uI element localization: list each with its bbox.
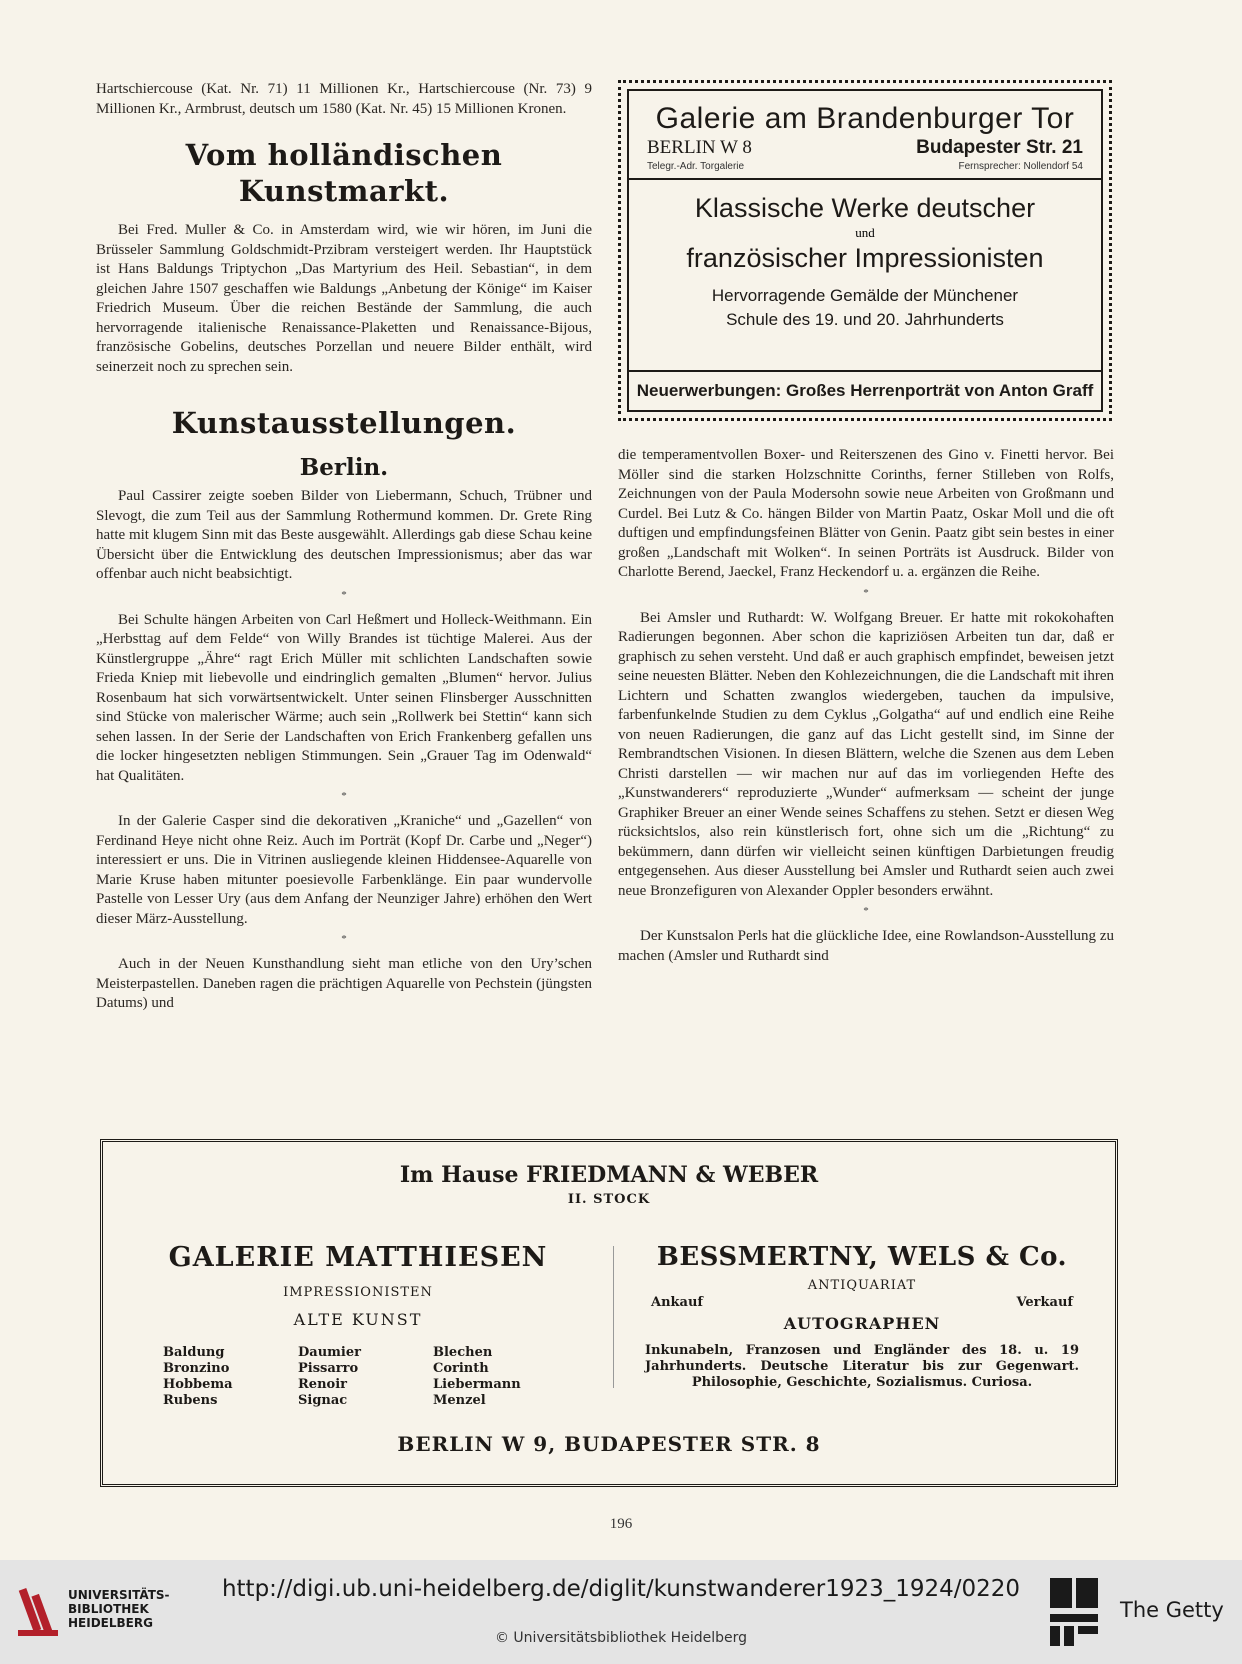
telegram-address: Telegr.-Adr. Torgalerie xyxy=(647,161,745,172)
ad-address: BERLIN W 9, BUDAPESTER STR. 8 xyxy=(397,1432,821,1456)
artist: Bronzino xyxy=(163,1361,230,1376)
paragraph: Paul Cassirer zeigte soeben Bilder von Liebermann, Schuch, Trübner und Slevogt, die zum Teil aus der Sammlung Rothermund kommen. Dr. Grete Ring hatte mit klugem Sinn mit das Beste ausgewählt. Allerdings gab diese Schau keine Übersicht über die Entwicklung des deutschen Impressionismus; aber das war offenbar auch nicht beabsichtigt. xyxy=(96,488,592,582)
paragraph: Der Kunstsalon Perls hat die glückliche Idee, eine Rowlandson-Ausstellung zu machen (Amsler und Ruthardt sind xyxy=(618,928,1114,964)
advertisement-galerie-brandenburger-tor xyxy=(618,80,1112,421)
phone: Fernsprecher: Nollendorf 54 xyxy=(958,161,1083,172)
separator-star: * xyxy=(863,905,869,917)
matthiesen-title: GALERIE MATTHIESEN xyxy=(168,1242,548,1273)
artist: Corinth xyxy=(433,1361,489,1376)
artist: Pissarro xyxy=(298,1361,359,1376)
library-line: HEIDELBERG xyxy=(68,1616,153,1630)
buy-sell-row xyxy=(637,1295,1087,1310)
left-column xyxy=(96,80,592,1014)
conjunction: und xyxy=(855,225,875,240)
ad-header: Im Hause FRIEDMANN & WEBER xyxy=(399,1162,819,1188)
artist: Daumier xyxy=(298,1345,361,1360)
getty-logo-icon xyxy=(1046,1574,1102,1650)
advertisement-friedmann-weber xyxy=(100,1139,1118,1487)
library-line: BIBLIOTHEK xyxy=(68,1602,149,1616)
page-number: 196 xyxy=(609,1516,633,1532)
paragraph: Bei Amsler und Ruthardt: W. Wolfgang Breuer. Er hatte mit rokokohaften Radierungen begonnen. Aber schon die kapriziösen Arbeiten tun dar, daß er graphisch zu sehen versteht. Und daß er auch graphisch empfindet, beweisen jetzt seine neuesten Blätter. Neben den Kohlezeichnungen, die die Landschaft mit ihren Lichtern und Schatten zwanglos wiedergeben, tauchen da impulsive, farbenfunkelnde Studien zu dem Cyklus „Golgatha“ auf und endlich eine Reihe von neuen Radierungen, die ganz auf das Licht gestellt sind, im Sinne der Rembrandtschen Visionen. In diesen Blättern, welche die Szenen aus dem Leben Christi darstellen — wir machen nur auf das im vorliegenden Hefte des „Kunstwanderers“ reproduzierte „Wunder“ aufmerksam — scheint der junge Graphiker Breuer an einer Wende seines Schaffens zu stehen. Setzt er diesen Weg rücksichtslos, also rein künstlerisch fort, ohne sich um die „Richtung“ zu bekümmern, dann dürfen wir vielleicht seinen künftigen Darbietungen freudig entgegensehen. Aus dieser Ausstellung bei Amsler und Ruthardt seien auch zwei neue Bronzefiguren von Alexander Oppler besonders erwähnt. xyxy=(618,609,1114,899)
subheading-berlin: Berlin. xyxy=(299,454,389,481)
ad-inner-frame xyxy=(627,89,1103,412)
right-column xyxy=(618,446,1114,966)
separator-star: * xyxy=(341,933,347,945)
contact-row xyxy=(629,159,1101,180)
subline-2: Schule des 19. und 20. Jahrhunderts xyxy=(726,310,1004,329)
artist: Rubens xyxy=(163,1393,218,1408)
library-line: UNIVERSITÄTS- xyxy=(68,1588,170,1602)
galerie-matthiesen-block xyxy=(133,1242,583,1409)
subline-1: Hervorragende Gemälde der Münchener xyxy=(711,286,1019,305)
antiquariat-description: Inkunabeln, Franzosen und Engländer des 18. u. 19 Jahrhunderts. Deutsche Literatur bis zur Gegenwart. Philosophie, Geschichte, Sozialismus. Curiosa. xyxy=(645,1343,1079,1390)
sell-label: Verkauf xyxy=(1016,1295,1073,1310)
gallery-name: Galerie am Brandenburger Tor xyxy=(655,102,1075,135)
paragraph: Hartschiercouse (Kat. Nr. 71) 11 Millionen Kr., Hartschiercouse (Nr. 73) 9 Millionen Kr., Armbrust, deutsch um 1580 (Kat. Nr. 45) 15 Millionen Kronen. xyxy=(96,81,592,117)
paragraph: In der Galerie Casper sind die dekorativen „Kraniche“ und „Gazellen“ von Ferdinand Heye nicht ohne Reiz. Auch im Porträt (Kopf Dr. Carbe und „Neger“) interessiert er uns. Die in Vitrinen ausliegende kleinen Hiddensee-Aquarelle von Marie Kruse haben mitunter poesievolle Farbenklänge. Ein paar wundervolle Pastelle von Lesser Ury (aus dem Anfang der Neunziger Jahre) erhöhen den Wert dieser März-Ausstellung. xyxy=(96,813,592,927)
section-heading-kunstmarkt: Vom holländischen Kunstmarkt. xyxy=(185,138,503,208)
source-url[interactable]: http://digi.ub.uni-heidelberg.de/diglit/kunstwanderer1923_1924/0220 xyxy=(221,1576,1021,1602)
artist: Menzel xyxy=(433,1393,486,1408)
address-row xyxy=(629,137,1101,159)
matthiesen-sub2: ALTE KUNST xyxy=(293,1310,423,1329)
artist: Signac xyxy=(298,1393,348,1408)
copyright: © Universitätsbibliothek Heidelberg xyxy=(494,1630,747,1646)
city: BERLIN W 8 xyxy=(647,137,752,158)
bessmertny-wels-block xyxy=(637,1242,1087,1391)
artist-list xyxy=(133,1345,583,1409)
paragraph: Bei Fred. Muller & Co. in Amsterdam wird, wie wir hören, im Juni die Brüsseler Sammlung Goldschmidt-Przibram versteigert werden. Ihr Hauptstück ist Hans Baldungs Triptychon „Das Martyrium des Heil. Sebastian“, in dem gleichen Jahre 1507 geschaffen wie Baldungs „Anbetung der Könige“ im Kaiser Friedrich Museum. Über die reichen Bestände der Sammlung, die auch hervorragende italienische Renaissance-Plaketten und Renaissance-Bijous, französische Gobelins, deutsches Porzellan und neuere Bilder enthält, wird seinerzeit noch zu sprechen sein. xyxy=(96,222,592,375)
artist: Renoir xyxy=(298,1377,347,1392)
matthiesen-sub1: IMPRESSIONISTEN xyxy=(283,1285,433,1300)
headline-2: französischer Impressionisten xyxy=(686,243,1044,273)
street: Budapester Str. 21 xyxy=(916,137,1083,158)
paragraph: Auch in der Neuen Kunsthandlung sieht man etliche von den Ury’schen Meisterpastellen. Daneben ragen die prächtigen Aquarelle von Pechstein (jüngsten Datums) und xyxy=(96,956,592,1011)
divider xyxy=(613,1246,614,1388)
antiquariat-label: ANTIQUARIAT xyxy=(807,1278,917,1293)
footer-bar xyxy=(0,1560,1242,1664)
artist: Blechen xyxy=(433,1345,493,1360)
artist: Hobbema xyxy=(163,1377,233,1392)
paragraph: Bei Schulte hängen Arbeiten von Carl Heßmert und Holleck-Weithmann. Ein „Herbsttag auf dem Felde“ von Willy Brandes ist tüchtige Malerei. Aus der Künstlergruppe „Ähre“ ragt Erich Müller mit schlichten Landschaften sowie Frieda Kniep mit liebevolle und eindringlich gemalten „Blumen“ hervor. Julius Rosenbaum hat sich vorwärtsentwickelt. Unter seinen Flinsberger Ausschnitten sind Stücke von malerischer Wärme; auch sein „Rollwerk bei Stettin“ kann sich sehen lassen. In der Serie der Landschaften von Erich Frankenberg gefallen uns die locker hingesetzten nebligen Stimmungen. Sein „Grauer Tag im Odenwald“ hat Qualitäten. xyxy=(96,611,592,784)
separator-star: * xyxy=(863,586,869,599)
bessmertny-title: BESSMERTNY, WELS & Co. xyxy=(656,1242,1068,1272)
section-heading-kunstausstellungen: Kunstausstellungen. xyxy=(171,406,517,440)
getty-label: The Getty xyxy=(1120,1598,1224,1622)
buy-label: Ankauf xyxy=(651,1295,704,1310)
artist: Liebermann xyxy=(433,1377,521,1392)
autographs-label: AUTOGRAPHEN xyxy=(783,1314,941,1333)
artist: Baldung xyxy=(163,1345,225,1360)
paragraph: die temperamentvollen Boxer- und Reiterszenen des Gino v. Finetti hervor. Bei Möller sind die starken Holzschnitte Corinths, ferner Stilleben von Rolfs, Zeichnungen von der Paula Modersohn sowie neue Arbeiten von Großmann und Curdel. Bei Lutz & Co. hängen Bilder von Martin Paatz, Oskar Moll und die oft duftigen und empfindungsfeinen Blätter von Genin. Paatz gibt sein bestes in einer großen „Landschaft mit Wolken“. In seinen Porträts ist Ausdruck. Bilder von Charlotte Berend, Jaeckel, Franz Heckendorf u. a. ergänzen die Reihe. xyxy=(618,447,1114,580)
new-acquisitions: Neuerwerbungen: Großes Herrenporträt von Anton Graff xyxy=(629,370,1101,410)
separator-star: * xyxy=(341,790,347,802)
headline-1: Klassische Werke deutscher xyxy=(694,193,1036,223)
separator-star: * xyxy=(341,588,347,601)
ad-floor: II. STOCK xyxy=(567,1192,651,1207)
